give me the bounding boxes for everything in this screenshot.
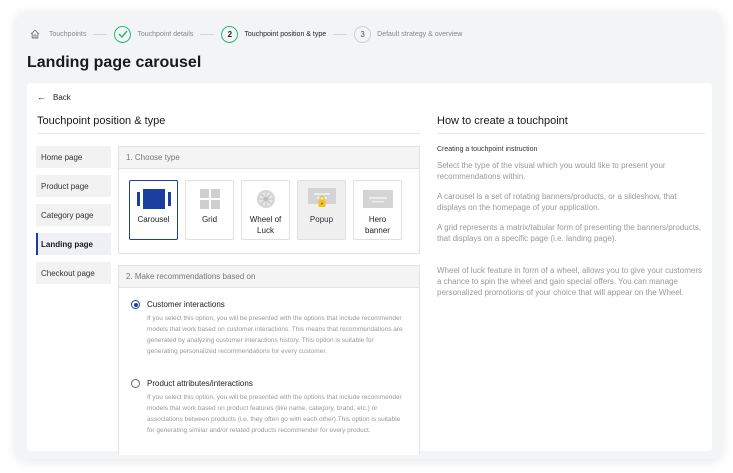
radio-button-selected[interactable] [131,300,140,309]
help-paragraph: A grid represents a matrix/tabular form of presenting the banners/products, that displays on a specific page (i.e. landing page). [437,223,702,244]
type-label: Popup [309,215,334,224]
divider [437,133,705,134]
step-label: Touchpoint details [137,30,194,38]
arrow-left-icon: ← [37,92,46,102]
nav-item-category-page[interactable]: Category page [36,204,111,226]
type-options [119,169,419,240]
step-separator [93,34,107,35]
step-separator [333,34,347,35]
popup-lock-icon [308,189,336,209]
wheel-icon [256,189,276,209]
grid-icon [200,189,220,209]
option-row[interactable] [131,300,405,309]
banner-icon [363,189,393,209]
page-title: Landing page carousel [27,54,202,71]
main-card [27,83,712,451]
step-number: 2 [221,26,238,43]
back-label: Back [53,92,71,102]
type-carousel[interactable] [129,180,178,240]
section-title-position: Touchpoint position & type [37,115,166,127]
option-row[interactable] [131,379,405,388]
option-description: If you select this option, you will be presented with the options that include recommender models that work based on product features (like name, category, brand, etc.) or associations between products (i.e. they often go with each other).This option is suitable for generating similar and/or related products recommender for every product. [147,394,402,434]
type-hero-banner[interactable] [353,180,402,240]
help-paragraph: Wheel of luck feature in form of a wheel, allows you to give your customers a chance to spin the wheel and gain special offers. You can manage personalized promotions of your choice that will appear on the Wheel. [437,266,703,298]
step-number: 3 [354,26,371,43]
type-grid[interactable] [185,180,234,240]
option-label: Customer interactions [147,300,225,309]
step-label: Default strategy & overview [377,30,463,38]
carousel-icon [137,189,171,209]
page-nav [36,146,111,291]
step-done-indicator [114,26,131,43]
stepper [30,23,462,45]
panel-header: 2. Make recommendations based on [119,266,419,288]
back-button[interactable] [37,92,71,102]
divider [37,133,420,134]
option-product-attributes [131,379,405,436]
option-customer-interactions [131,300,405,357]
step-touchpoints[interactable] [30,29,86,39]
type-label: Wheel of Luck [249,215,282,235]
nav-item-checkout-page[interactable]: Checkout page [36,262,111,284]
home-icon [30,29,40,39]
help-subtitle: Creating a touchpoint instruction [437,146,538,153]
step-touchpoint-position[interactable] [221,26,326,43]
type-label: Carousel [137,215,170,224]
type-popup[interactable] [297,180,346,240]
help-paragraph: A carousel is a set of rotating banners/products, or a slideshow, that displays on the homepage of your application. [437,192,677,213]
type-label: Hero banner [365,215,390,235]
step-default-strategy[interactable] [354,26,462,43]
radio-button[interactable] [131,379,140,388]
option-label: Product attributes/interactions [147,379,253,388]
step-separator [200,34,214,35]
check-icon [118,30,128,38]
type-wheel-of-luck[interactable] [241,180,290,240]
nav-item-landing-page[interactable]: Landing page [36,233,111,255]
nav-item-home-page[interactable]: Home page [36,146,111,168]
panel-header: 1. Choose type [119,147,419,169]
step-label: Touchpoint position & type [244,30,327,38]
section-title-help: How to create a touchpoint [437,115,568,127]
type-label: Grid [201,215,218,224]
help-paragraph: Select the type of the visual which you would like to present your recommendations within. [437,161,666,182]
app-window [16,12,722,459]
recommendations-panel [118,265,420,455]
nav-item-product-page[interactable]: Product page [36,175,111,197]
step-label: Touchpoints [49,30,87,38]
choose-type-panel [118,146,420,254]
option-description: If you select this option, you will be presented with the options that include recommender models that work based on customer interactions. This means that recommendations are generated by analyzing customer interactions history. This option is suitable for generating personalized recommendations for every customer. [147,315,403,355]
step-touchpoint-details[interactable] [114,26,193,43]
